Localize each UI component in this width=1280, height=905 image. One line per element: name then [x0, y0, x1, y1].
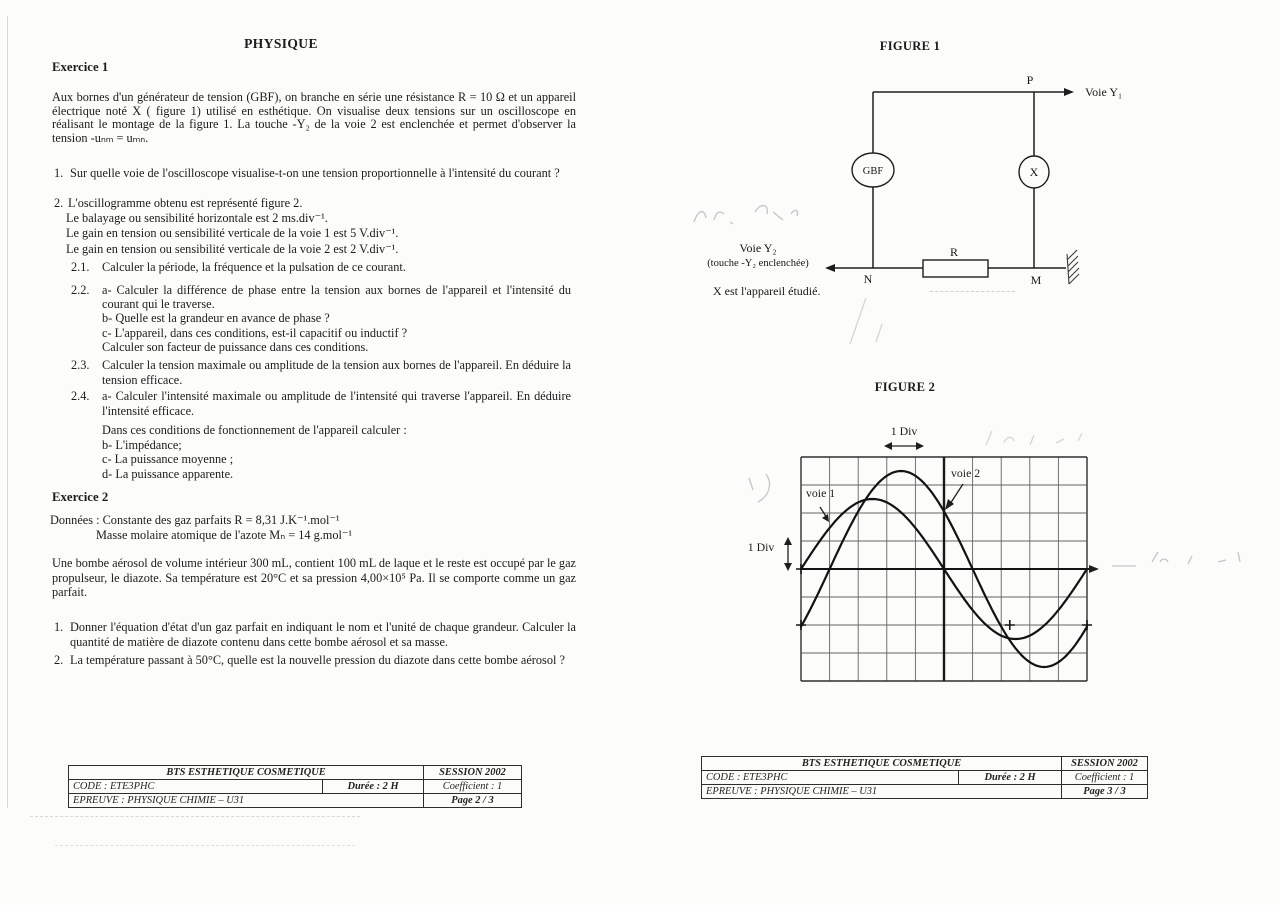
question-2-number: 2.: [54, 196, 64, 210]
figure1-caption: X est l'appareil étudié.: [713, 284, 821, 298]
question-2-4-number: 2.4.: [71, 389, 90, 403]
footer-table-right: [701, 756, 1148, 799]
pencil-dash-1: [930, 291, 1015, 292]
footer-left-code: CODE : ETE3PHC: [69, 780, 323, 794]
question-2-4-extra: [102, 423, 572, 481]
voie1-pointer-arrow-icon: [820, 507, 829, 522]
gbf-label: GBF: [862, 166, 884, 177]
voie-y1-arrow-icon: [1064, 88, 1074, 96]
question-2-text: L'oscillogramme obtenu est représenté figure 2.: [68, 196, 303, 210]
voie-y2-touche-label: (touche -Y₂ enclenchée): [707, 258, 809, 269]
exercice2-question-2-number: 2.: [54, 653, 64, 667]
question-2-2-line-c: c- L'appareil, dans ces conditions, est-il capacitif ou inductif ?: [102, 325, 408, 340]
question-2-2-line-b: b- Quelle est la grandeur en avance de phase ?: [102, 311, 330, 326]
footer-right-duree: Durée : 2 H: [959, 771, 1062, 785]
question-1-number: 1.: [54, 166, 64, 180]
exercice2-question-1: [54, 620, 576, 650]
exercice2-donnees: [50, 513, 574, 542]
pencil-scribble-1: [688, 200, 808, 232]
figure1-title: FIGURE 1: [879, 39, 941, 53]
pencil-dash-3: [55, 845, 355, 846]
question-2-2-line-d: Calculer son facteur de puissance dans ces conditions.: [102, 339, 369, 354]
voie2-label: voie 2: [951, 466, 981, 480]
footer-right-coefficient: Coefficient : 1: [1062, 771, 1148, 785]
footer-left-coefficient: Coefficient : 1: [424, 780, 522, 794]
footer-right-title: BTS ESTHETIQUE COSMETIQUE: [702, 757, 1062, 771]
figure2-oscillogram: [795, 451, 1107, 689]
pencil-scribble-5: [740, 468, 782, 510]
question-2-4-extra-c: c- La puissance moyenne ;: [102, 452, 234, 467]
footer-left-page: Page 2 / 3: [424, 794, 522, 808]
question-2-detail-1: Le balayage ou sensibilité horizontale est 2 ms.div⁻¹.: [66, 211, 328, 226]
figure2-title: FIGURE 2: [874, 380, 936, 394]
resistor-symbol: [923, 260, 988, 277]
one-div-vertical-label: 1 Div: [747, 540, 775, 554]
question-2-1-text: Calculer la période, la fréquence et la pulsation de ce courant.: [102, 260, 406, 274]
voie1-label: voie 1: [806, 486, 836, 500]
question-2-detail-3: Le gain en tension ou sensibilité verticale de la voie 2 est 2 V.div⁻¹.: [66, 241, 399, 256]
footer-right-session: SESSION 2002: [1062, 757, 1148, 771]
exercice2-question-1-text: Donner l'équation d'état d'un gaz parfait en indiquant le nom et l'unité de chaque grandeur. Calculer la quantité de matière de diazote contenu dans cette bombe aérosol et sa masse.: [70, 620, 576, 649]
donnees-line-1: Données : Constante des gaz parfaits R = 8,31 J.K⁻¹.mol⁻¹: [50, 513, 340, 527]
question-2: [54, 196, 576, 257]
node-p-label: P: [1026, 73, 1034, 87]
footer-table-left: [68, 765, 522, 808]
page-title: PHYSIQUE: [244, 36, 318, 51]
footer-left-epreuve: EPREUVE : PHYSIQUE CHIMIE – U31: [69, 794, 424, 808]
exercice1-heading: Exercice 1: [52, 60, 109, 74]
pencil-scribble-3: [978, 423, 1098, 455]
question-2-2-number: 2.2.: [71, 283, 90, 297]
question-2-2-line-a: a- Calculer la différence de phase entre la tension aux bornes de l'appareil et l'intensité du courant qui le traverse.: [102, 283, 571, 312]
question-2-1-number: 2.1.: [71, 260, 90, 274]
voie-y1-label: Voie Y₁: [1085, 85, 1123, 99]
question-2-1: [71, 260, 571, 274]
pencil-scribble-2: [836, 292, 896, 354]
question-2-3: [71, 358, 571, 387]
resistor-label: R: [949, 245, 959, 259]
voie2-pointer-arrow-icon: [945, 484, 963, 510]
footer-right-page: Page 3 / 3: [1062, 785, 1148, 799]
donnees-line-2: Masse molaire atomique de l'azote Mₙ = 14 g.mol⁻¹: [96, 527, 353, 542]
question-2-4-text: a- Calculer l'intensité maximale ou amplitude de l'intensité qui traverse l'appareil. En déduire l'intensité efficace.: [102, 389, 571, 418]
pencil-scribble-4: [1108, 548, 1258, 578]
question-2-4-extra-b: b- L'impédance;: [102, 437, 182, 452]
footer-left-title: BTS ESTHETIQUE COSMETIQUE: [69, 766, 424, 780]
exercice2-question-1-number: 1.: [54, 620, 64, 634]
oscillogram-axes: [801, 457, 1099, 681]
one-div-vertical-arrow-icon: [782, 537, 794, 571]
question-2-4: [71, 389, 571, 418]
pencil-dash-2: [30, 816, 360, 817]
footer-right-epreuve: EPREUVE : PHYSIQUE CHIMIE – U31: [702, 785, 1062, 799]
question-2-3-number: 2.3.: [71, 358, 90, 372]
exercice2-question-2-text: La température passant à 50°C, quelle est la nouvelle pression du diazote dans cette bombe aérosol ?: [70, 653, 565, 667]
question-2-4-extra-intro: Dans ces conditions de fonctionnement de l'appareil calculer :: [102, 423, 407, 437]
scan-edge-line: [7, 16, 8, 808]
footer-left-session: SESSION 2002: [424, 766, 522, 780]
exercice1-intro: Aux bornes d'un générateur de tension (GBF), on branche en série une résistance R = 10 Ω et un appareil électrique noté X ( figure 1) utilisé en esthétique. On visualise deux tensions sur un oscilloscope en réalisant le montage de la figure 1. La touche -Y₂ de la voie 2 est enclenchée et permet d'observer la tension -uₙₘ = uₘₙ.: [52, 90, 576, 145]
exercice2-intro: Une bombe aérosol de volume intérieur 300 mL, contient 100 mL de laque et le reste est occupé par le gaz propulseur, le diazote. Sa température est 20°C et sa pression 4,00×10⁵ Pa. Il se comporte comme un gaz parfait.: [52, 556, 576, 599]
node-n-label: N: [863, 272, 873, 286]
question-2-3-text: Calculer la tension maximale ou amplitude de la tension aux bornes de l'appareil. En déduire la tension efficace.: [102, 358, 571, 387]
wall-hatch-5: [1069, 274, 1079, 284]
node-m-label: M: [1030, 273, 1042, 287]
exercice2-question-2: [54, 653, 576, 668]
question-2-2: [71, 283, 571, 354]
footer-right-code: CODE : ETE3PHC: [702, 771, 959, 785]
figure1-circuit: [700, 62, 1160, 310]
question-1: [54, 166, 576, 181]
question-1-text: Sur quelle voie de l'oscilloscope visualise-t-on une tension proportionnelle à l'intensité du courant ?: [70, 166, 560, 180]
voie-y2-arrow-icon: [825, 264, 835, 272]
question-2-4-extra-d: d- La puissance apparente.: [102, 466, 234, 481]
one-div-horizontal-label: 1 Div: [890, 424, 918, 438]
footer-left-duree: Durée : 2 H: [323, 780, 424, 794]
question-2-detail-2: Le gain en tension ou sensibilité verticale de la voie 1 est 5 V.div⁻¹.: [66, 226, 399, 241]
x-label: X: [1029, 165, 1039, 179]
exercice2-heading: Exercice 2: [52, 490, 109, 504]
voie-y2-label: Voie Y₂: [739, 241, 777, 255]
